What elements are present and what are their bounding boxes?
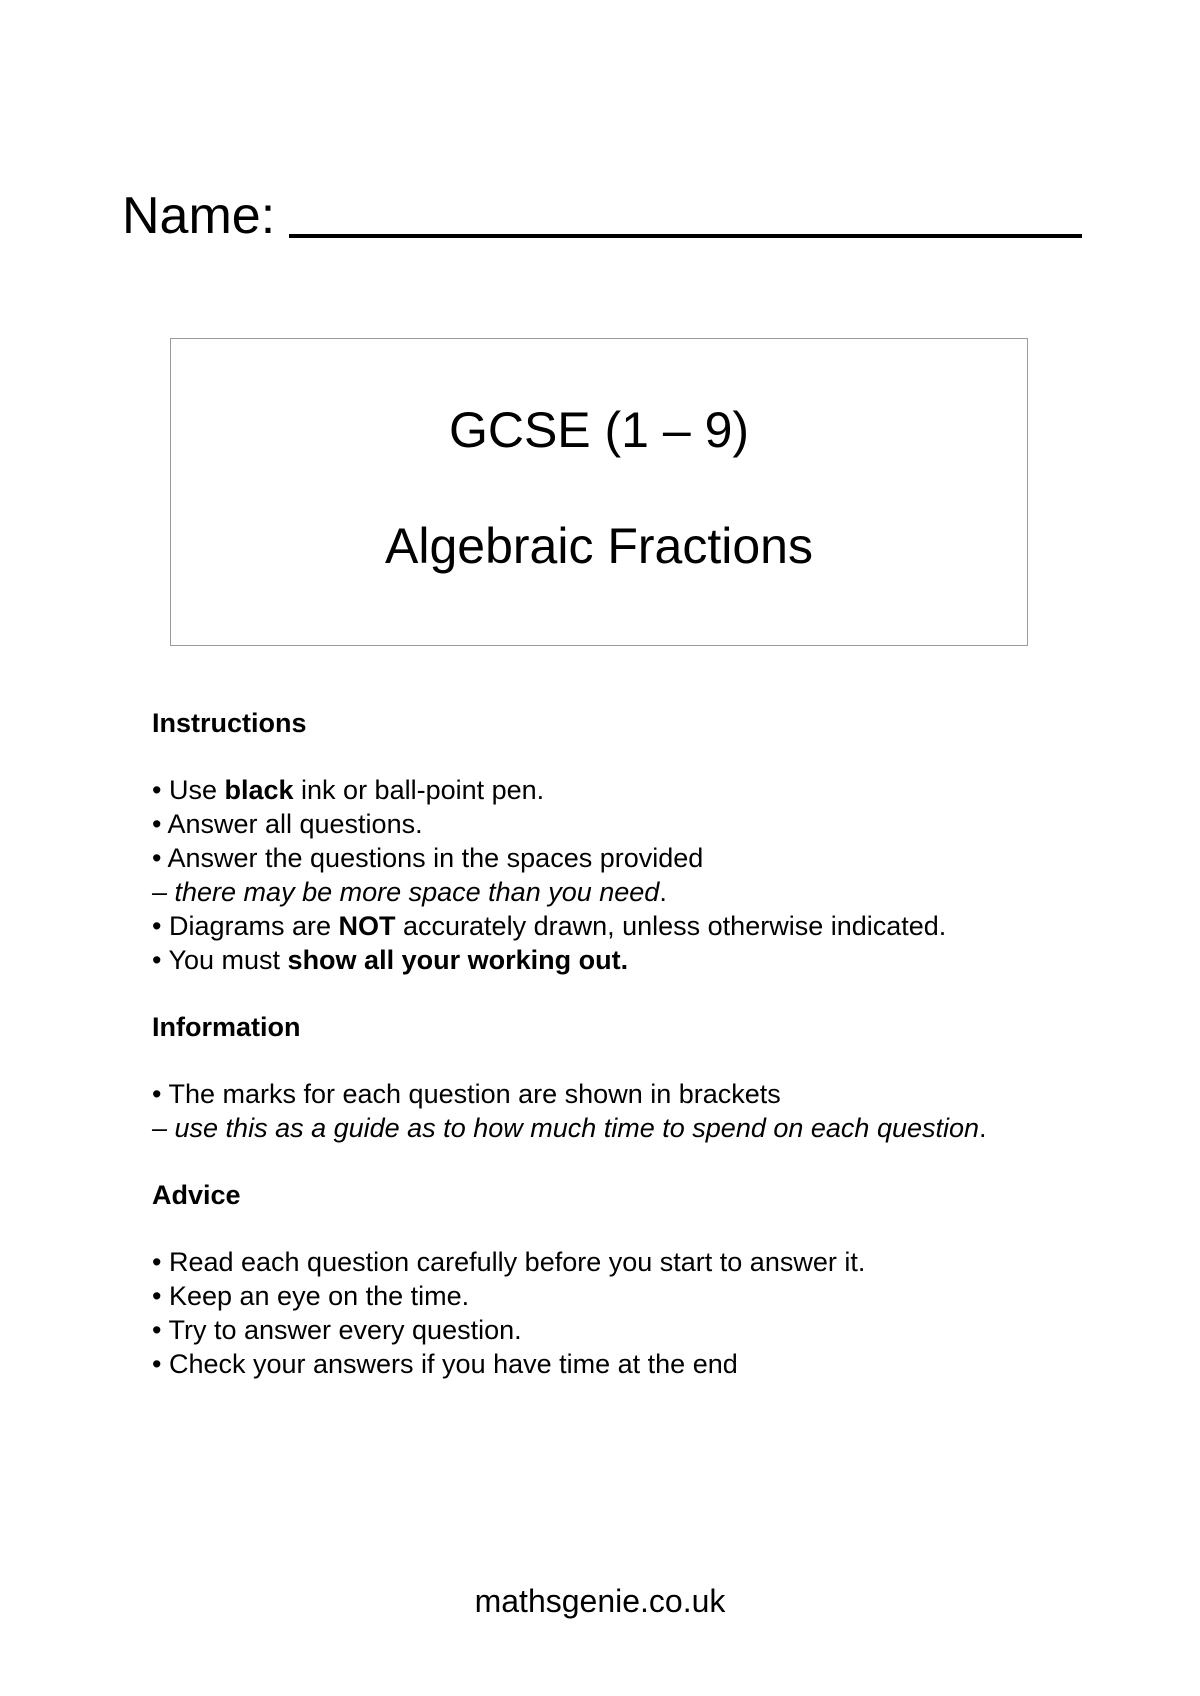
instruction-item: • Diagrams are NOT accurately drawn, unless otherwise indicated.	[152, 911, 947, 941]
instruction-item: • Answer the questions in the spaces provided	[152, 843, 704, 873]
instructions-heading: Instructions	[152, 708, 307, 738]
footer-website: mathsgenie.co.uk	[474, 1583, 726, 1619]
title-box	[170, 338, 1028, 646]
topic-title: Algebraic Fractions	[385, 518, 813, 574]
advice-item: • Try to answer every question.	[152, 1315, 522, 1345]
cover-instructions	[152, 706, 1152, 1381]
instruction-item: • You must show all your working out.	[152, 945, 629, 975]
name-label: Name:	[122, 187, 276, 245]
advice-item: • Keep an eye on the time.	[152, 1281, 470, 1311]
advice-heading: Advice	[152, 1180, 241, 1210]
name-row	[122, 176, 1082, 246]
advice-item: • Check your answers if you have time at the end	[152, 1349, 738, 1379]
instruction-item: • Answer all questions.	[152, 809, 423, 839]
name-field-line[interactable]	[289, 234, 1082, 238]
instruction-item: • Use black ink or ball-point pen.	[152, 775, 545, 805]
instruction-item-continuation: – there may be more space than you need.	[152, 877, 667, 907]
information-item: • The marks for each question are shown in brackets	[152, 1079, 781, 1109]
information-item-continuation: – use this as a guide as to how much time to spend on each question.	[152, 1113, 987, 1143]
advice-item: • Read each question carefully before you start to answer it.	[152, 1247, 866, 1277]
information-heading: Information	[152, 1012, 301, 1042]
exam-level-title: GCSE (1 – 9)	[448, 402, 750, 458]
